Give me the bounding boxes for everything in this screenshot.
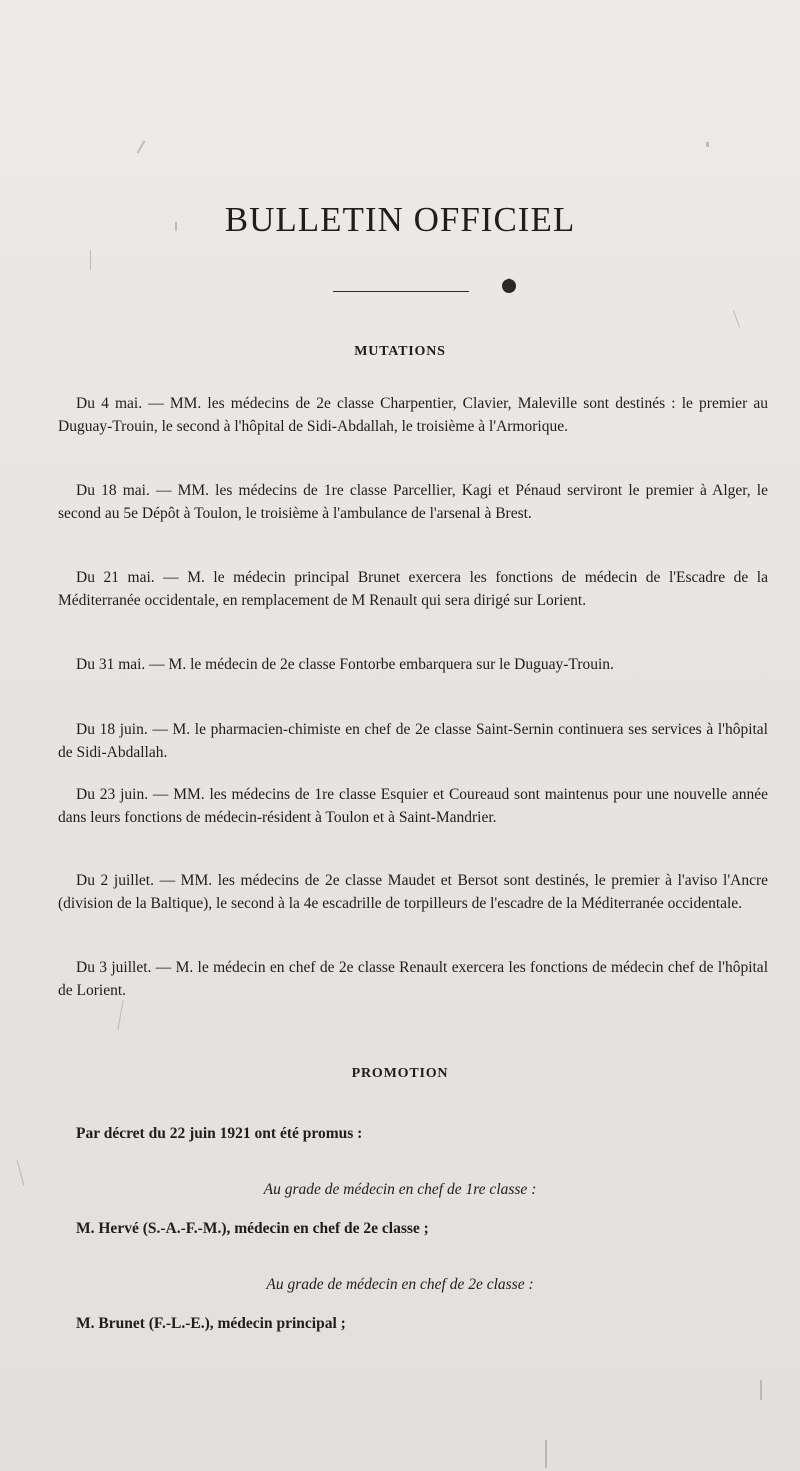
scan-speck (733, 310, 740, 327)
promotion-heading: PROMOTION (351, 1066, 449, 1081)
mutation-entry: Du 4 mai. — MM. les médecins de 2e classe Charpentier, Clavier, Maleville sont destinés : le premier au Duguay-Trouin, le second à l'hôpital de Sidi-Abdallah, le troisième à l'Armorique. (58, 395, 768, 435)
grade-label: Au grade de médecin en chef de 1re classe : (263, 1181, 537, 1198)
title-divider (333, 291, 469, 292)
scan-speck (137, 140, 146, 153)
mutations-heading: MUTATIONS (354, 344, 446, 359)
mutation-entry: Du 2 juillet. — MM. les médecins de 2e classe Maudet et Bersot sont destinés, le premier à l'aviso l'Ancre (division de la Baltique), le second à la 4e escadrille de torpilleurs de l'escadre de la Méditerranée occidentale. (58, 872, 768, 912)
scan-speck (117, 1000, 123, 1030)
scan-speck (90, 250, 91, 270)
mutation-entry: Du 18 juin. — M. le pharmacien-chimiste en chef de 2e classe Saint-Sernin continuera ses services à l'hôpital de Sidi-Abdallah. (58, 721, 768, 761)
mutation-entry: Du 23 juin. — MM. les médecins de 1re classe Esquier et Coureaud sont maintenus pour une nouvelle année dans leurs fonctions de médecin-résident à Toulon et à Saint-Mandrier. (58, 786, 768, 826)
promotion-intro: Par décret du 22 juin 1921 ont été promus : (76, 1125, 363, 1142)
mutation-entry: Du 21 mai. — M. le médecin principal Brunet exercera les fonctions de médecin de l'Escadre de la Méditerranée occidentale, en remplacement de M Renault qui sera dirigé sur Lorient. (58, 569, 768, 609)
scan-speck (706, 142, 709, 147)
promoted-person: M. Hervé (S.-A.-F.-M.), médecin en chef de 2e classe ; (76, 1220, 429, 1237)
grade-label: Au grade de médecin en chef de 2e classe : (266, 1276, 534, 1293)
scan-speck (760, 1380, 762, 1400)
mutation-entry: Du 3 juillet. — M. le médecin en chef de 2e classe Renault exercera les fonctions de médecin chef de l'hôpital de Lorient. (58, 959, 768, 999)
scan-speck (545, 1440, 547, 1468)
mutation-entry: Du 31 mai. — M. le médecin de 2e classe Fontorbe embarquera sur le Duguay-Trouin. (76, 656, 614, 673)
page-title: BULLETIN OFFICIEL (224, 200, 576, 239)
mutation-entry: Du 18 mai. — MM. les médecins de 1re classe Parcellier, Kagi et Pénaud serviront le premier à Alger, le second au 5e Dépôt à Toulon, le troisième à l'ambulance de l'arsenal à Brest. (58, 482, 768, 522)
ornament-icon (499, 275, 519, 295)
promoted-person: M. Brunet (F.-L.-E.), médecin principal ; (76, 1315, 346, 1332)
